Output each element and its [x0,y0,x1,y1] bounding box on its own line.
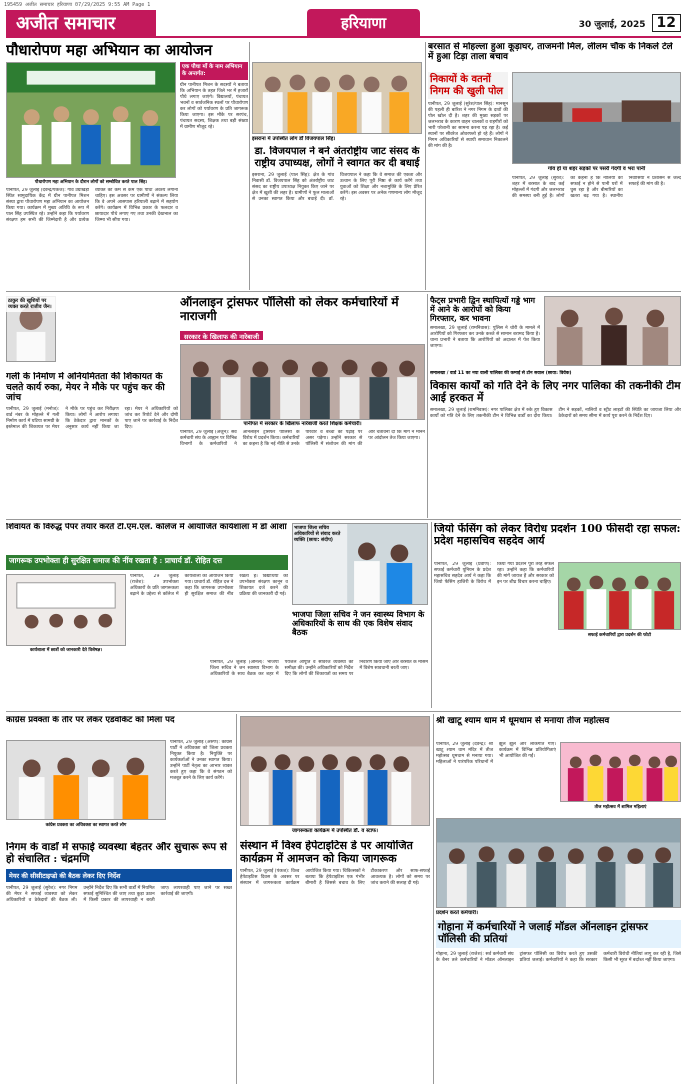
story-kicker: मेयर की सीसीटाइप्डो की बैठक लेकर दिए निर्देश [6,869,232,882]
story-ward-cleaning [6,842,232,1082]
story-body: समालखा, 29 जुलाई (रामनिवास): नगर पालिका क्षेत्र में रुके हुए विकास कार्यों को गति देने के लिए तकनीकी टीम ने विभिन्न वार्डों का दौरा किया। टीम ने सड़कों, नालियों व स्ट्रीट लाइटों की स्थिति का जायजा लिया और ठेकेदारों को समय सीमा में कार्य पूरा करने के निर्देश दिए। [430,408,681,420]
story-banner: शिवायत के विरुद्ध पेपर तयार करते टी.एम.एल. कॉलेज में आयोजित कार्यशाला में डॉ आशा [6,523,287,532]
story-vijaypal [252,146,422,278]
photo-hepatitis-event [240,716,430,826]
story-headline: श्री खाटू श्याम धाम में धूमधाम से मनाया तीज महोत्सव [436,716,610,726]
story-nigam [428,72,508,288]
photo-caption: तीज महोत्सव में शामिल महिलाएं [594,805,647,810]
story-headline: कांग्रेस प्रवक्ता के तौर पर लेकर एडवोकेट को मिला पद [6,716,175,725]
story-online-transfer [180,296,425,340]
story-body: पानीपत, 29 जुलाई (अरुण): कांग्रेस पार्टी ने अधिवक्ता को जिला प्रवक्ता नियुक्त किया है। नियुक्ति पर कार्यकर्ताओं ने उनका स्वागत किया। उन्होंने पार्टी नेतृत्व का आभार व्यक्त करते हुए कहा कि वे संगठन को मजबूत करने के लिए कार्य करेंगे। [170,740,232,781]
photo-note: भाजपा जिला सचिव अधिकारियों से संवाद करते व्यक्ति (छाया: संदीप) [294,526,341,543]
photo-caption: सफाई कर्मचारियों द्वारा प्रदर्शन की फोटो [587,633,652,638]
story-headline: पौधारोपण महा अभियान का आयोजन [6,42,213,59]
story-headline: बरसात से मोहल्ला हुआ कूड़ाघर, ताजमनी मिल, लीलम चौक के निकले टेले में हुआ टिड़ा ताला बचाव [428,42,673,63]
photo-caption: प्रदर्शन करते कर्मचारी। [436,910,478,916]
story-body: पानीपत, 29 जुलाई (पंकज): विश्व हेपेटाइटिस दिवस के अवसर पर संस्थान में जागरूकता कार्यक्रम आयोजित किया गया। चिकित्सकों ने बताया कि हेपेटाइटिस एक गंभीर बीमारी है जिससे बचाव के लिए टीकाकरण और साफ-सफाई आवश्यक है। लोगों को समय पर जांच कराने की सलाह दी गई। [240,869,430,887]
story-street-construction [6,372,178,510]
story-geo-fencing [434,523,681,557]
masthead [6,10,681,38]
story-body: पानीपत, 29 जुलाई (अर्जुन): सर्व कर्मचारी संघ के आह्वान पर विभिन्न विभागों के कर्मचारियों ने ऑनलाइन ट्रांसफर पॉलिसी के विरोध में प्रदर्शन किया। कर्मचारियों का कहना है कि नई नीति से उनके परिवार व बच्चों की पढ़ाई पर असर पड़ेगा। उन्होंने सरकार से पॉलिसी में संशोधन की मांग की और चेतावनी दी कि मांगें न मानने पर आंदोलन तेज किया जाएगा। [180,430,425,447]
story-consumer-workshop [6,523,288,553]
story-body: पानीपत, 29 जुलाई (देवेन्द्र): श्री खाटू श्याम धाम मंदिर में तीज महोत्सव धूमधाम से मनाया गया। महिलाओं ने पारंपरिक परिधानों में झूले झूले और लोकगीत गाए। कार्यक्रम में विभिन्न प्रतियोगिताएं भी आयोजित की गईं। [436,742,556,765]
photo-caption: पानीपत में सरकार के खिलाफ नारेबाजी करते शिक्षक कर्मचारी। [243,421,362,427]
story-kicker: एक पौधा माँ के नाम अभियान के अन्तर्गत: [180,62,248,80]
story-headline: भाजपा जिला सचिव ने जन स्वास्थ्य विभाग के अधिकारियों के साथ की एक विशेष संवाद बैठक [292,610,425,638]
story-body: पानीपत, 29 जुलाई (सुरेश): शहर में बरसात के बाद कई मोहल्लों में गंदगी और जलभराव की समस्या बनी हुई है। लोगों का कहना है कि नालियों की सफाई न होने से पानी घरों में घुस रहा है और बीमारियों का खतरा बढ़ गया है। स्थानीय निवासियों ने प्रशासन से जल्द सफाई की मांग की है। [512,176,681,199]
story-body: पानीपत, 29 जुलाई (अनिल): भाजपा जिला सचिव ने जन स्वास्थ्य विभाग के अधिकारियों के साथ बैठक कर शहर में पेयजल आपूर्ति व सीवरेज व्यवस्था की समीक्षा की। उन्होंने अधिकारियों को निर्देश दिए कि लोगों की शिकायतों का समय पर निवारण किया जाए और बरसात के मौसम में विशेष सावधानी बरती जाए। [210,660,428,677]
story-body: पानीपत, 29 जुलाई (राजेश): उपभोक्ता अधिकारों के प्रति जागरूकता बढ़ाने के उद्देश्य से कॉलेज में कार्यशाला का आयोजन किया गया। प्राचार्य डॉ. रोहित दत्त ने कहा कि जागरूक उपभोक्ता ही सुरक्षित समाज की नींव रखता है। विद्यार्थियों को उपभोक्ता संरक्षण कानून व शिकायत दर्ज करने की प्रक्रिया की जानकारी दी गई। [130,574,288,597]
photo-waterlogging [512,72,681,164]
story-congress [6,716,206,738]
photo-caption: जागरूकता कार्यक्रम में उपस्थित डॉ. व स्टाफ। [291,828,379,834]
story-hepatitis [240,840,430,1084]
story-body: पानीपत, 29 जुलाई (सुरेश): नगर निगम की मेयर ने सफाई व्यवस्था को लेकर अधिकारियों व ठेकेदारों की बैठक ली। उन्होंने निर्देश दिए कि सभी वार्डों में नियमित सफाई सुनिश्चित की जाए तथा कूड़ा उठान में किसी प्रकार की लापरवाही न बरती जाए। लापरवाही पाए जाने पर सख्त कार्रवाई की जाएगी। [6,885,232,903]
story-headline: जागरूक उपभोक्ता ही सुरक्षित समाज की नींव रखता है : प्राचार्य डॉ. रोहित दत्त [9,556,223,565]
story-headline: गोहाना में कर्मचारियों ने जलाई मॉडल ऑनलाइन ट्रांसफर पॉलिसी की प्रतियां [436,920,681,948]
story-gohana [436,920,681,1084]
photo-caption: गांव हो या शहर सड़कों पर पसरी गंदगी व भरा पानी [547,166,646,172]
photo-gohana-protest [436,818,681,908]
photo-consumer-workshop [6,574,126,646]
story-headline: जियो फेंसिंग को लेकर विरोध प्रदर्शन 100 फीसदी रहा सफल: प्रदेश महासचिव सहदेव आर्य [434,523,681,548]
issue-date: 30 जुलाई, 2025 [578,19,646,30]
story-headline: निगम के वार्डों में सफाई व्यवस्था बेहतर और सुचारू रूप से हो संचालित : चंद्रमणि [6,842,227,865]
story-body: समालखा, 29 जुलाई (रामनिवास): पुलिस ने चोरी के मामले में आरोपियों को गिरफ्तार कर उनके कब्जे से सामान बरामद किया है। थाना प्रभारी ने बताया कि आरोपियों को अदालत में पेश किया जाएगा। [430,325,540,349]
story-consumer-headline [6,555,288,570]
story-body: इसराना, 29 जुलाई (पाल सिंह): क्षेत्र के गांव निवासी डॉ. विजयपाल सिंह को अंतर्राष्ट्रीय जाट संसद का राष्ट्रीय उपाध्यक्ष नियुक्त किए जाने पर क्षेत्र में खुशी की लहर है। ग्रामीणों ने फूल मालाओं से उनका स्वागत किया और बधाई दी। डॉ. विजयपाल ने कहा कि वे समाज की एकता और उत्थान के लिए पूरी निष्ठा से कार्य करेंगे तथा युवाओं को शिक्षा और नशामुक्ति के लिए प्रेरित करेंगे। इस अवसर पर अनेक गणमान्य लोग मौजूद रहे। [252,173,422,202]
story-body: ग्रीन पानीपत मिशन के सदस्यों ने बताया कि अभियान के तहत जिले भर में हजारों पौधे लगाए जाएंगे। विद्यालयों, पंचायत भवनों व सार्वजनिक स्थलों पर पौधारोपण कर लोगों को पर्यावरण के प्रति जागरूक किया जाएगा। इस मौके पर सरपंच, पंचायत सदस्य, शिक्षक तथा बड़ी संख्या में ग्रामीण मौजूद रहे। [180,83,248,130]
story-headline: फैट्स प्रभारी द्विन स्थापित्यों गड्डे भाग में आने के आरोपों को किया गिरफ्तार, कर भावना [430,296,536,324]
photo-vijaypal [252,62,422,134]
story-police-arrest [430,296,540,370]
story-headline: संस्थान में विश्व हेपेटाइटिस डे पर आयोजित कार्यक्रम में आमजन को किया जागरूक [240,840,413,865]
story-body: पानीपत, 29 जुलाई (देवेन्द्र/पंकज): गांव उग्राखेड़ी स्थित सामुदायिक केंद्र में ग्रीन पानीपत मिशन संस्था द्वारा पौधारोपण महा अभियान का आयोजन किया गया। कार्यक्रम में मुख्य अतिथि के रूप में पाल सिंह उपस्थित रहे। उन्होंने कहा कि पर्यावरण संरक्षण हम सभी की जिम्मेदारी है और प्रत्येक व्यक्ति को कम से कम एक पौधा अवश्य लगाना चाहिए। इस अवसर पर ग्रामीणों ने संकल्प लिया कि वे अपने आसपास हरियाली बढ़ाने में सहयोग करेंगे। कार्यक्रम में विभिन्न प्रकार के फलदार व छायादार पौधे लगाए गए तथा उनकी देखभाल का जिम्मा भी सौंपा गया। [6,188,178,223]
story-teej [436,716,681,740]
photo-caption: पौधारोपण महा अभियान के दौरान लोगों को सम्बोधित करते पाल सिंह। [34,180,148,185]
story-headline: निकायों के वतनों निगम की खुली पोल [428,72,508,99]
photo-caption: कार्यशाला में छात्रों को जानकारी देते विशेषज्ञ। [29,648,103,653]
story-body: पानीपत, 29 जुलाई (सुरेश/पाल सिंह): मानसून की पहली ही बारिश ने नगर निगम के दावों की पोल खोल दी है। शहर की मुख्य सड़कों पर जलभराव के कारण वाहन चालकों व राहगीरों को भारी परेशानी का सामना करना पड़ रहा है। कई स्थानों पर सीवरेज ओवरफ्लो हो रहे हैं। लोगों ने निगम अधिकारियों से स्थायी समाधान निकालने की मांग की है। [428,102,508,149]
photo-caption: कांग्रेस प्रवक्ता का अधिवक्ता का स्वागत करते लोग [45,823,127,828]
story-body: पानीपत, 29 जुलाई (प्रवीण): सफाई कर्मचारी यूनियन के प्रदेश महासचिव सहदेव आर्य ने कहा कि जियो फेंसिंग हाजिरी के विरोध में किया गया प्रदर्शन पूरी तरह सफल रहा। उन्होंने कहा कि कर्मचारियों की मांगें जायज हैं और सरकार को इन पर शीघ्र विचार करना चाहिए। [434,562,554,585]
photo-police [544,296,681,366]
story-development-works [430,380,681,512]
story-headline: विकास कार्यों को गति देने के लिए नगर पालिका की तकनीकी टीम आई हरकत में [430,380,681,405]
photo-note: ठाकुर की खुशियों पर व्यक्त करते राजीव जैन। [6,296,56,312]
photo-sanitation-workers [558,562,681,630]
story-headline: ऑनलाइन ट्रांसफर पॉलिसी को लेकर कर्मचारियों में नाराजगी [180,296,399,323]
page-number: 12 [652,14,681,32]
section-title: हरियाणा [307,9,420,36]
story-headline: गली के निर्माण में अनियमितता की शिकायत के चलते कार्य रुका, मेयर ने मौके पर पहुंच कर की जांच [6,372,165,404]
print-slug: 195459 अजीत समाचार हरियाणा 07/29/2025 9:55 AM Page 1 [4,2,151,8]
photo-teej [560,742,681,802]
story-body: गोहाना, 29 जुलाई (राजेश): सर्व कर्मचारी संघ के बैनर तले कर्मचारियों ने मॉडल ऑनलाइन ट्रांसफर पॉलिसी का विरोध करते हुए उसकी प्रतियां जलाईं। कर्मचारियों ने कहा कि सरकार कर्मचारी विरोधी नीतियां लागू कर रही है, जिसे किसी भी सूरत में बर्दाश्त नहीं किया जाएगा। [436,951,681,963]
story-headline: डा. विजयपाल ने बने अंतर्राष्ट्रीय जाट संसद के राष्ट्रीय उपाध्यक्ष, लोगों ने स्वागत कर दी बधाई [254,146,420,169]
photo-caption: समालखा / वार्ड 11 का नया वाली पालिका की कमाई से टोन सवाल (छाया: विवेक) [430,371,572,376]
photo-employees-protest [180,344,425,420]
story-kicker: सरकार के खिलाफ की नारेबाजी [180,331,263,340]
newspaper-brand: अजीत समाचार [6,10,156,36]
story-body: पानीपत, 29 जुलाई (मनोज): वार्ड नंबर के मोहल्ले में गली निर्माण कार्य में घटिया सामग्री के इस्तेमाल की शिकायत पर मेयर ने मौके पर पहुंच कर निरीक्षण किया। लोगों ने आरोप लगाया कि ठेकेदार द्वारा मानकों के अनुसार कार्य नहीं किया जा रहा। मेयर ने अधिकारियों को जांच कर रिपोर्ट देने और दोषी पाए जाने पर कार्रवाई के निर्देश दिए। [6,406,178,430]
photo-caption: इसराना में उपस्थित लोग डॉ विजयपाल सिंह। [252,136,336,142]
story-photo-note [6,296,56,362]
photo-plantation [6,62,176,178]
photo-congress [6,740,166,820]
story-rain-garbage [428,42,681,70]
story-plantation-side [180,62,248,276]
